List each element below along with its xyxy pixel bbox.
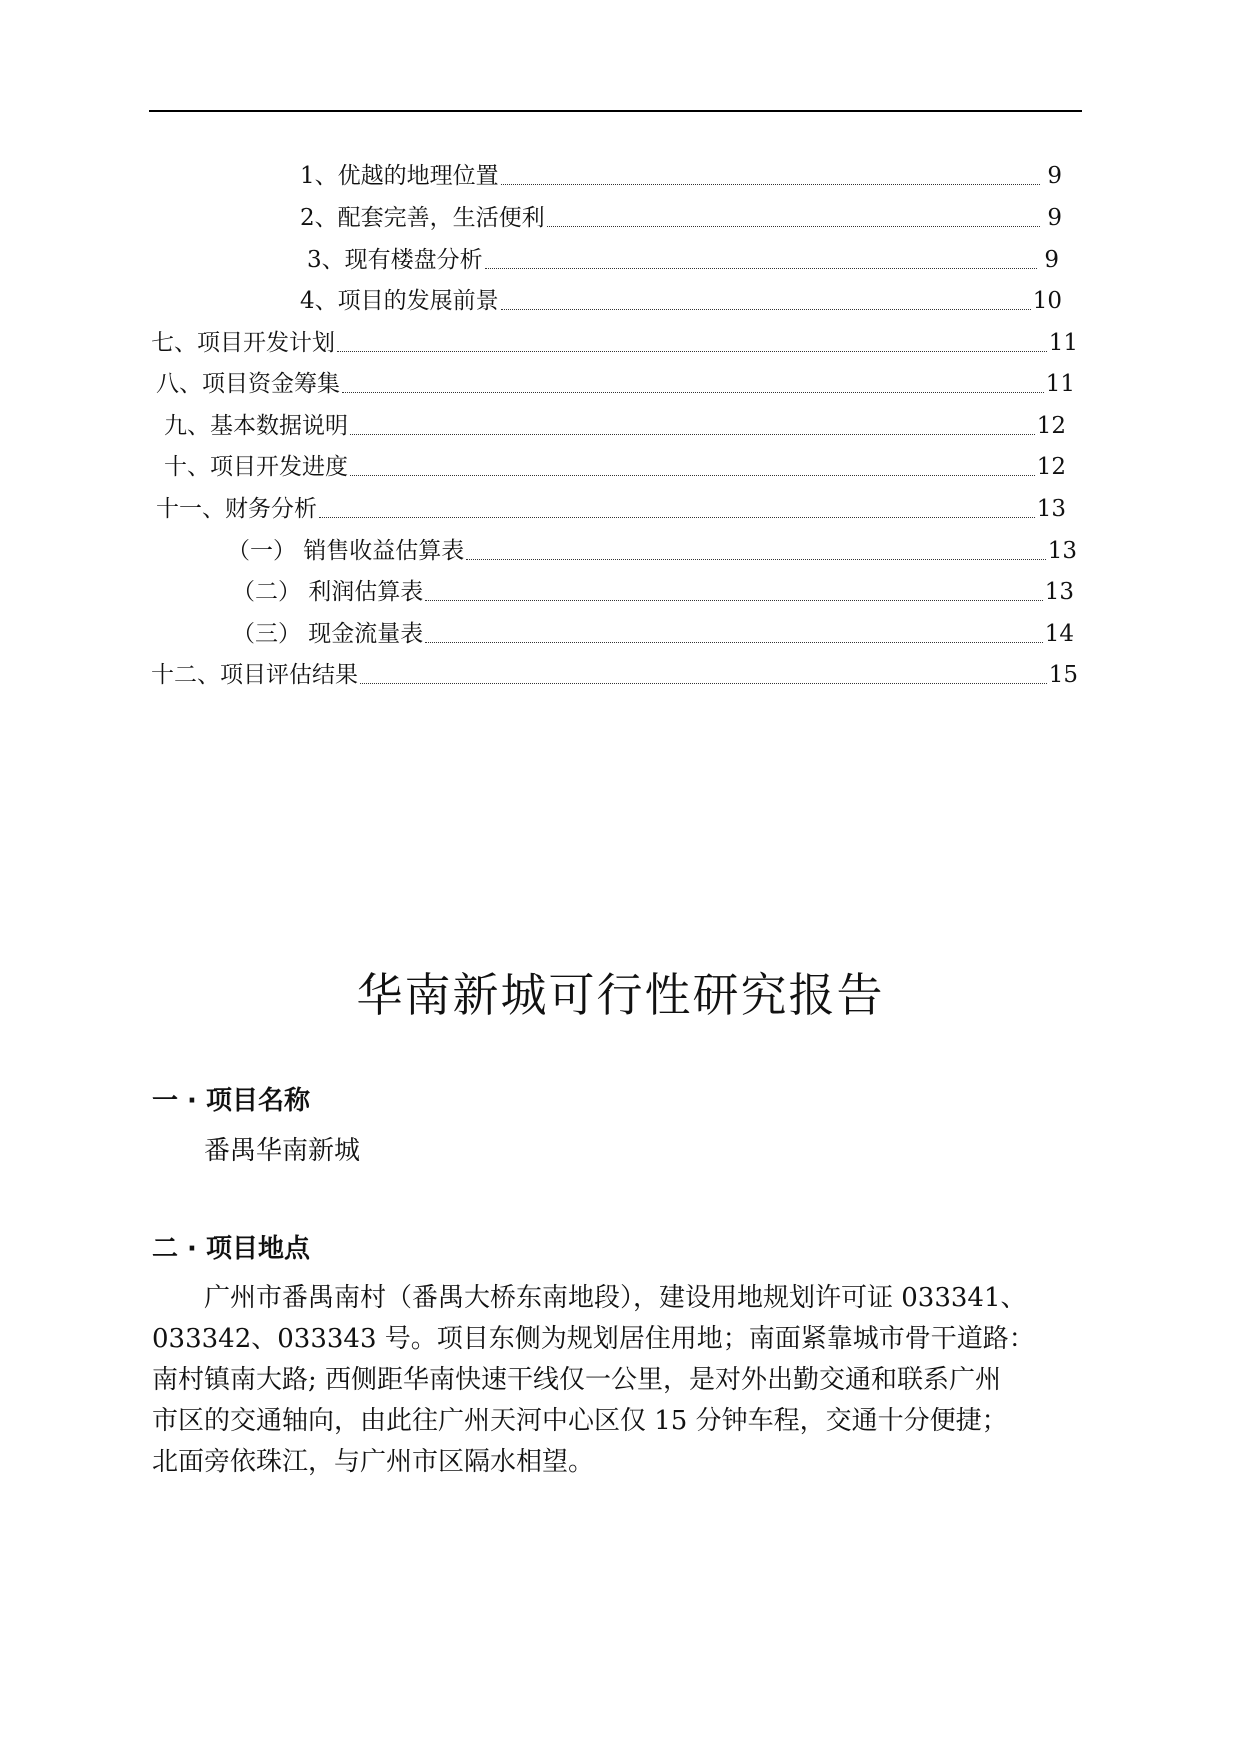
section-body-project-location	[152, 1278, 1092, 1483]
toc-leader	[485, 268, 1037, 269]
toc-entry[interactable]	[300, 286, 1062, 316]
toc-entry[interactable]	[227, 536, 1077, 566]
section-heading-project-name: 一 · 项目名称	[152, 1086, 310, 1116]
toc-leader	[350, 434, 1035, 435]
toc-entry-label: （三） 现金流量表	[232, 621, 424, 647]
toc-entry-label: （二） 利润估算表	[232, 579, 424, 605]
toc-entry-label: 七、项目开发计划	[151, 330, 335, 356]
toc-entry[interactable]	[300, 161, 1062, 191]
toc-page-number: 15	[1048, 662, 1078, 688]
toc-page-number: 9	[1047, 163, 1062, 189]
toc-leader	[342, 392, 1044, 393]
toc-entry-label: 4、项目的发展前景	[300, 288, 499, 314]
section-body-project-name	[152, 1131, 1092, 1172]
toc-page-number: 13	[1047, 538, 1077, 564]
toc-entry-label: 3、现有楼盘分析	[307, 247, 483, 273]
body-line: 北面旁依珠江，与广州市区隔水相望。	[152, 1447, 595, 1477]
toc-entry[interactable]	[156, 369, 1075, 399]
toc-leader	[466, 559, 1045, 560]
body-line: 033342、033343 号。项目东侧为规划居住用地；南面紧靠城市骨干道路：	[152, 1324, 1035, 1354]
toc-entry[interactable]	[164, 452, 1066, 482]
toc-entry[interactable]	[151, 328, 1078, 358]
toc-page-number: 13	[1044, 579, 1074, 605]
toc-leader	[425, 600, 1042, 601]
section-heading-project-location: 二 · 项目地点	[152, 1234, 310, 1264]
toc-entry[interactable]	[300, 203, 1062, 233]
toc-entry[interactable]	[156, 494, 1066, 524]
body-line: 南村镇南大路; 西侧距华南快速干线仅一公里，是对外出勤交通和联系广州	[152, 1365, 1002, 1395]
toc-leader	[350, 475, 1035, 476]
toc-entry-label: 十、项目开发进度	[164, 454, 348, 480]
header-rule	[149, 110, 1082, 112]
toc-leader	[501, 309, 1031, 310]
body-line: 番禺华南新城	[204, 1136, 361, 1166]
toc-entry-label: 九、基本数据说明	[164, 413, 348, 439]
toc-page-number: 11	[1045, 371, 1075, 397]
toc-entry[interactable]	[164, 411, 1066, 441]
toc-page-number: 14	[1044, 621, 1074, 647]
toc-entry-label: 十二、项目评估结果	[151, 662, 358, 688]
toc-entry-label: 八、项目资金筹集	[156, 371, 340, 397]
toc-leader	[360, 683, 1047, 684]
toc-entry[interactable]	[232, 577, 1074, 607]
toc-page-number: 9	[1047, 205, 1062, 231]
toc-entry-label: 2、配套完善，生活便利	[300, 205, 545, 231]
toc-page-number: 11	[1048, 330, 1078, 356]
toc-entry-label: （一） 销售收益估算表	[227, 538, 465, 564]
toc-leader	[501, 184, 1040, 185]
body-line: 广州市番禺南村（番禺大桥东南地段），建设用地规划许可证 033341、	[204, 1283, 1027, 1313]
toc-page-number: 10	[1032, 288, 1062, 314]
toc-entry-label: 1、优越的地理位置	[300, 163, 499, 189]
report-title: 华南新城可行性研究报告	[356, 968, 885, 1022]
body-line: 市区的交通轴向，由此往广州天河中心区仅 15 分钟车程，交通十分便捷；	[152, 1406, 1008, 1436]
toc-page-number: 12	[1036, 413, 1066, 439]
toc-entry[interactable]	[232, 619, 1074, 649]
toc-entry[interactable]	[151, 660, 1078, 690]
toc-leader	[337, 351, 1047, 352]
toc-page-number: 13	[1036, 496, 1066, 522]
toc-entry[interactable]	[307, 245, 1059, 275]
toc-page-number: 9	[1044, 247, 1059, 273]
toc-leader	[425, 642, 1042, 643]
toc-leader	[319, 517, 1035, 518]
toc-page-number: 12	[1036, 454, 1066, 480]
toc-leader	[547, 226, 1040, 227]
toc-entry-label: 十一、财务分析	[156, 496, 317, 522]
